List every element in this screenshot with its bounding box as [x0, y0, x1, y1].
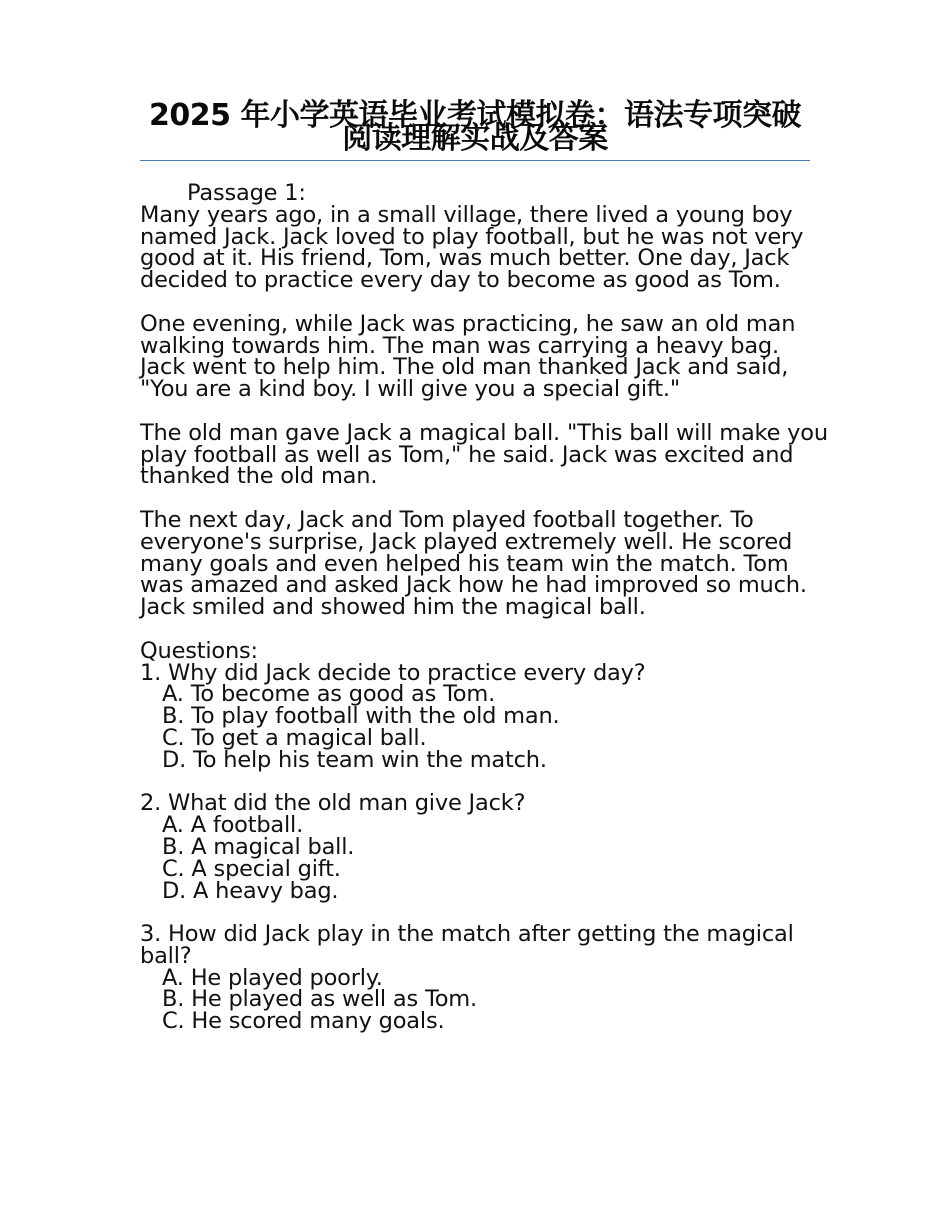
answer-option: C. A special gift.: [162, 855, 341, 882]
document-body: [140, 180, 830, 1035]
question-text: 3. How did Jack play in the match after getting the magical ball?: [140, 921, 794, 969]
passage-label: Passage 1:: [187, 180, 306, 206]
answer-option: D. A heavy bag.: [162, 877, 339, 904]
title-underline: [140, 160, 810, 161]
question-block: [140, 659, 830, 773]
question-text: 2. What did the old man give Jack?: [140, 790, 526, 817]
answer-option: A. He played poorly.: [162, 964, 383, 991]
answer-option: B. To play football with the old man.: [162, 703, 560, 730]
answer-option: C. To get a magical ball.: [162, 724, 427, 751]
document-title: 2025 年小学英语毕业考试模拟卷：语法专项突破阅读理解实战及答案: [149, 98, 801, 156]
answer-option: B. He played as well as Tom.: [162, 986, 477, 1013]
answer-option: D. To help his team win the match.: [162, 746, 547, 773]
question-block: [140, 790, 830, 904]
question-text: 1. Why did Jack decide to practice every day?: [140, 659, 646, 686]
passage-paragraph: One evening, while Jack was practicing, he saw an old man walking towards him. The man was carrying a heavy bag. Jack went to help him. The old man thanked Jack and said, "You are a kind boy. I will give you a special gift.": [140, 310, 796, 403]
answer-option: B. A magical ball.: [162, 833, 355, 860]
answer-option: A. A football.: [162, 812, 304, 839]
question-block: [140, 921, 830, 1035]
passage-paragraph: The next day, Jack and Tom played football together. To everyone's surprise, Jack played extremely well. He scored many goals and even helped his team win the match. Tom was amazed and asked Jack how he had improved so much. Jack smiled and showed him the magical ball.: [140, 506, 807, 621]
questions-label: Questions:: [140, 637, 258, 664]
passage-paragraph: Many years ago, in a small village, there lived a young boy named Jack. Jack loved to play football, but he was not very good at it. His friend, Tom, was much better. One day, Jack decided to practice every day to become as good as Tom.: [140, 201, 804, 294]
answer-option: A. To become as good as Tom.: [162, 681, 496, 708]
passage-paragraph: The old man gave Jack a magical ball. "This ball will make you play football as well as Tom," he said. Jack was excited and thanked the old man.: [140, 419, 828, 490]
answer-option: C. He scored many goals.: [162, 1008, 445, 1035]
